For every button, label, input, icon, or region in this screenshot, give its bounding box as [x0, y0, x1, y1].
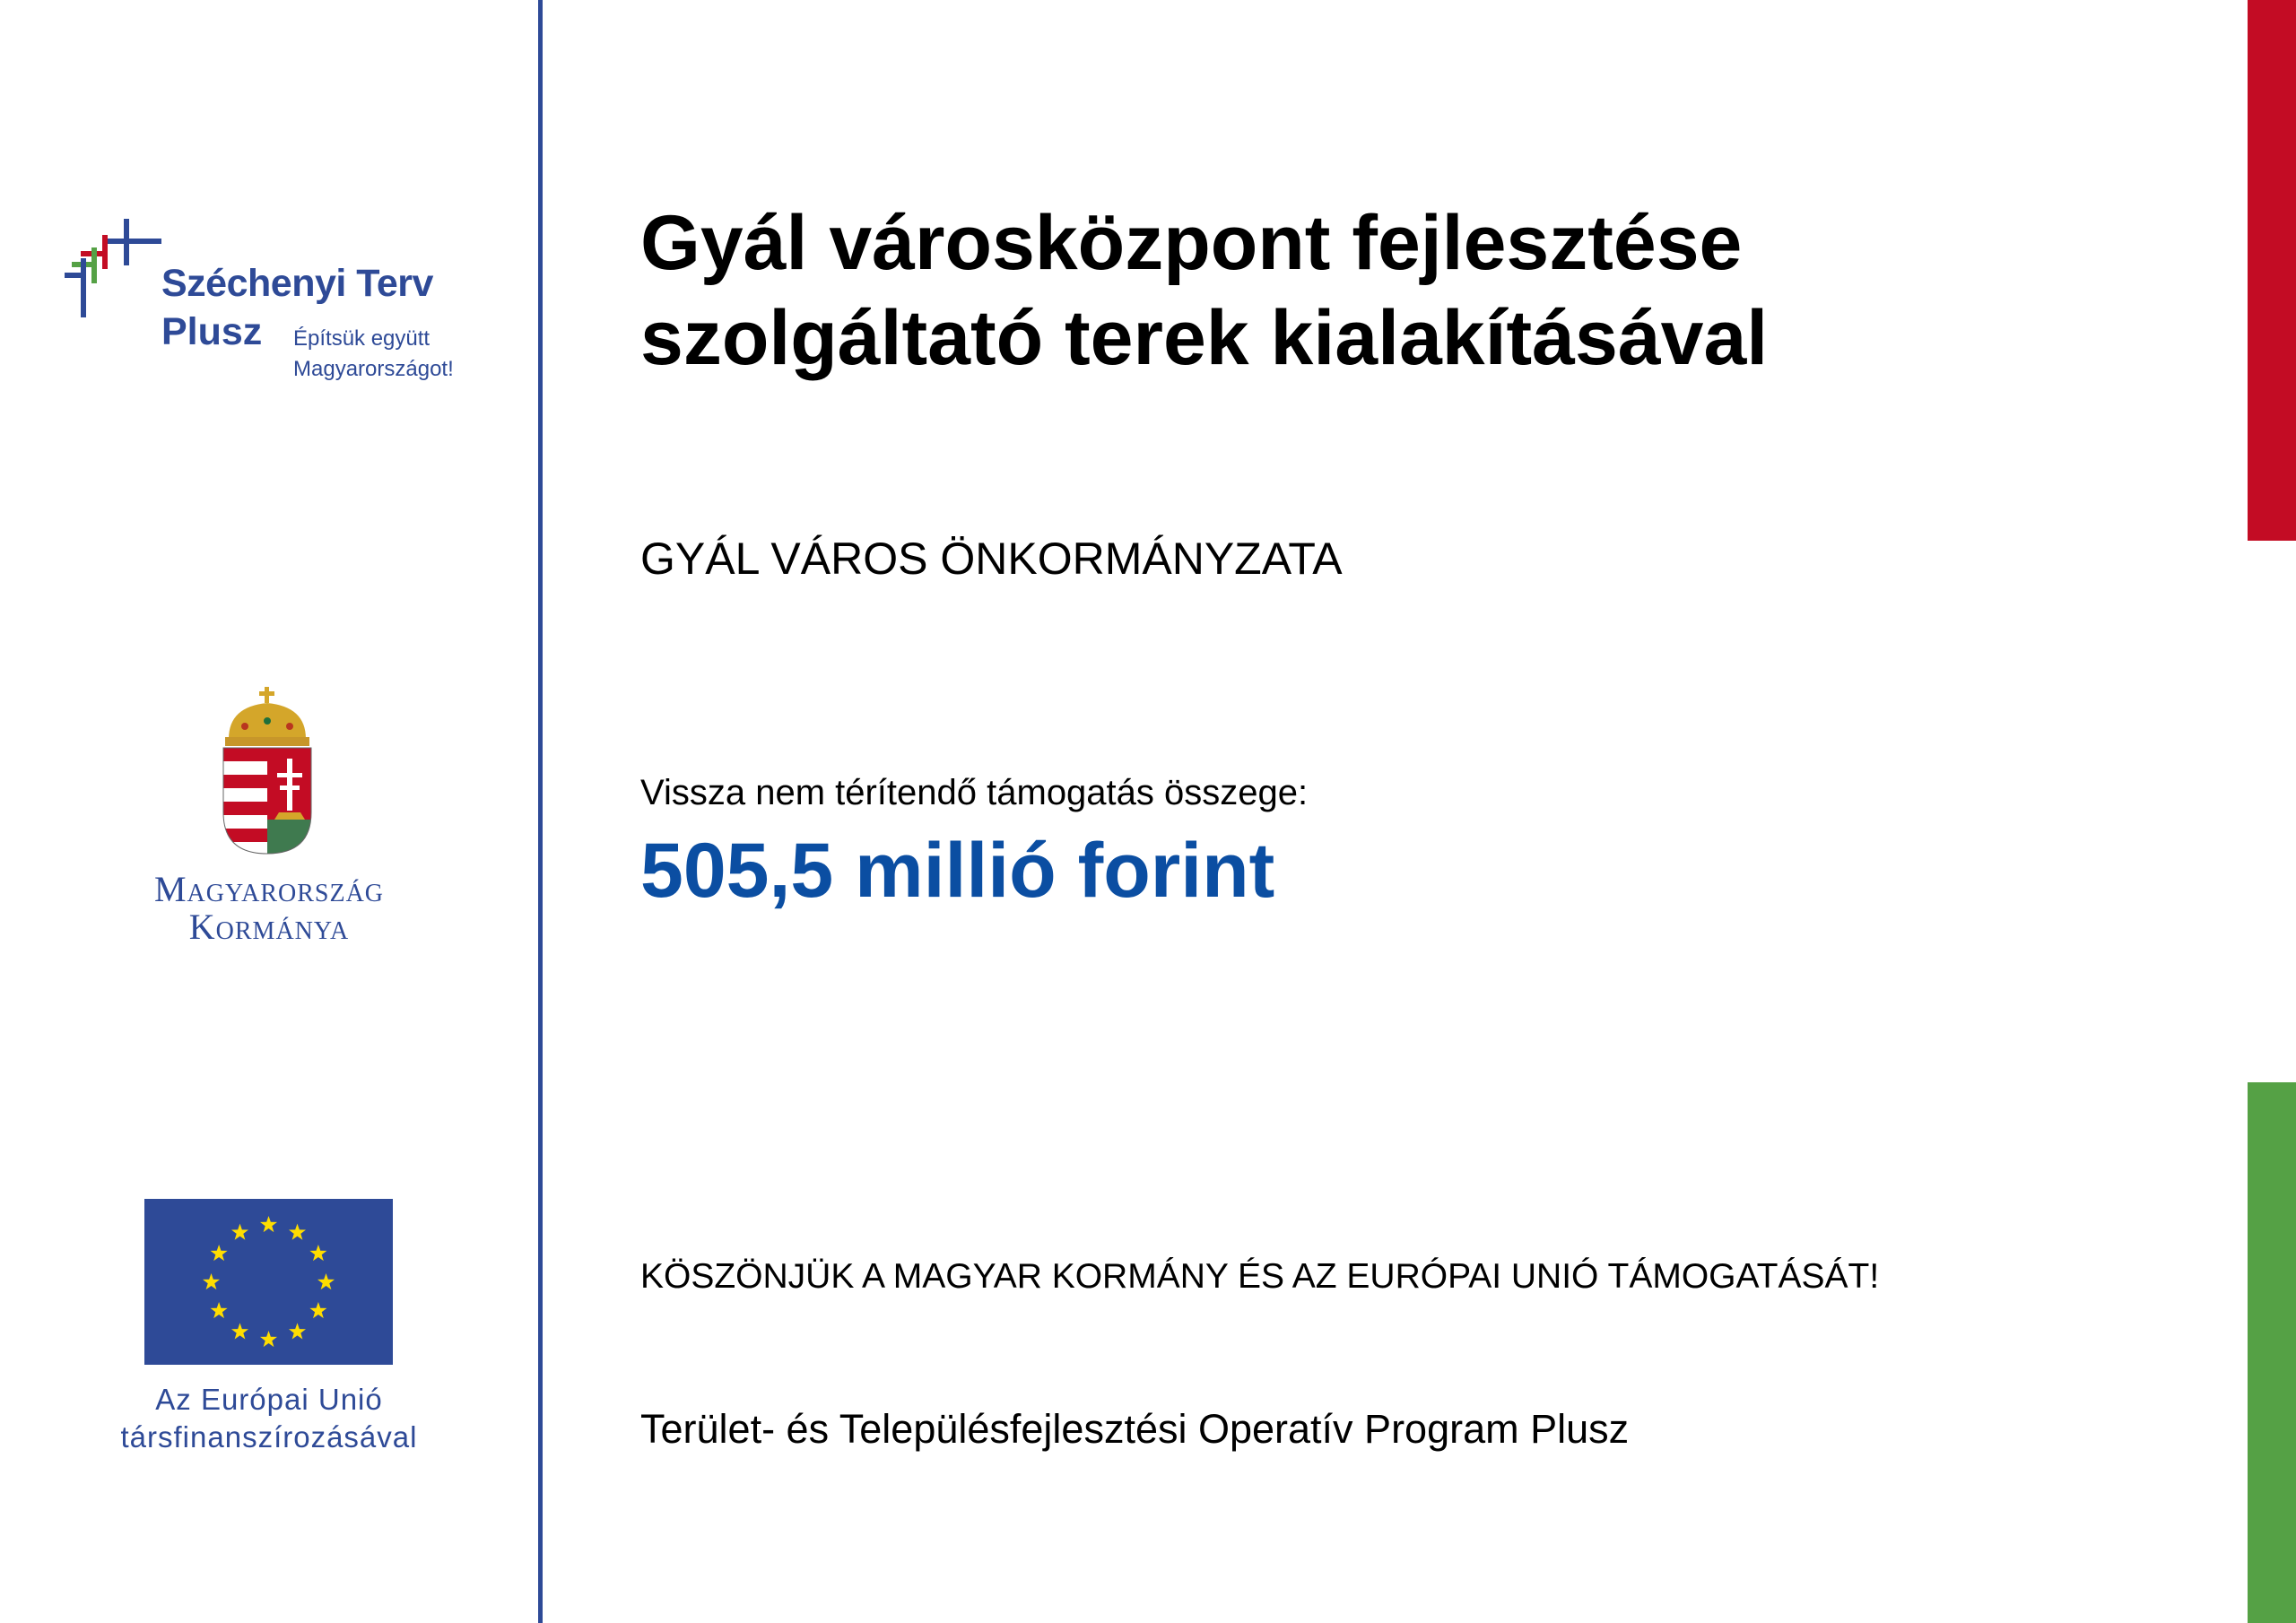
eu-flag-icon — [144, 1199, 393, 1365]
government-name-1: Magyarország — [153, 869, 385, 909]
szechenyi-title: Széchenyi Terv — [161, 262, 433, 305]
thanks-text: KÖSZÖNJÜK A MAGYAR KORMÁNY ÉS AZ EURÓPAI UNIÓ TÁMOGATÁSÁT! — [640, 1257, 1880, 1296]
divider-line — [538, 0, 543, 1623]
project-title — [640, 195, 1768, 386]
szechenyi-cross-icon — [63, 215, 161, 323]
flag-stripe-red — [2248, 0, 2296, 541]
grant-label: Vissza nem térítendő támogatás összege: — [640, 773, 1309, 812]
szechenyi-logo — [63, 215, 484, 395]
szechenyi-slogan-1: Építsük együtt — [293, 326, 430, 351]
eu-caption-2: társfinanszírozásával — [120, 1420, 418, 1454]
grant-amount: 505,5 millió forint — [640, 828, 1275, 914]
project-title-line-2: szolgáltató terek kialakításával — [640, 295, 1769, 381]
szechenyi-slogan-2: Magyarországot! — [293, 357, 454, 381]
szechenyi-subtitle: Plusz — [161, 310, 263, 353]
project-title-line-1: Gyál városközpont fejlesztése — [640, 200, 1743, 286]
government-name-2: Kormánya — [188, 907, 350, 947]
beneficiary-name: GYÁL VÁROS ÖNKORMÁNYZATA — [640, 534, 1343, 584]
eu-caption-1: Az Európai Unió — [155, 1383, 383, 1416]
flag-stripe-green — [2248, 1082, 2296, 1623]
program-name: Terület- és Településfejlesztési Operatív Program Plusz — [640, 1406, 1630, 1452]
hungarian-coat-of-arms-icon — [218, 687, 317, 857]
